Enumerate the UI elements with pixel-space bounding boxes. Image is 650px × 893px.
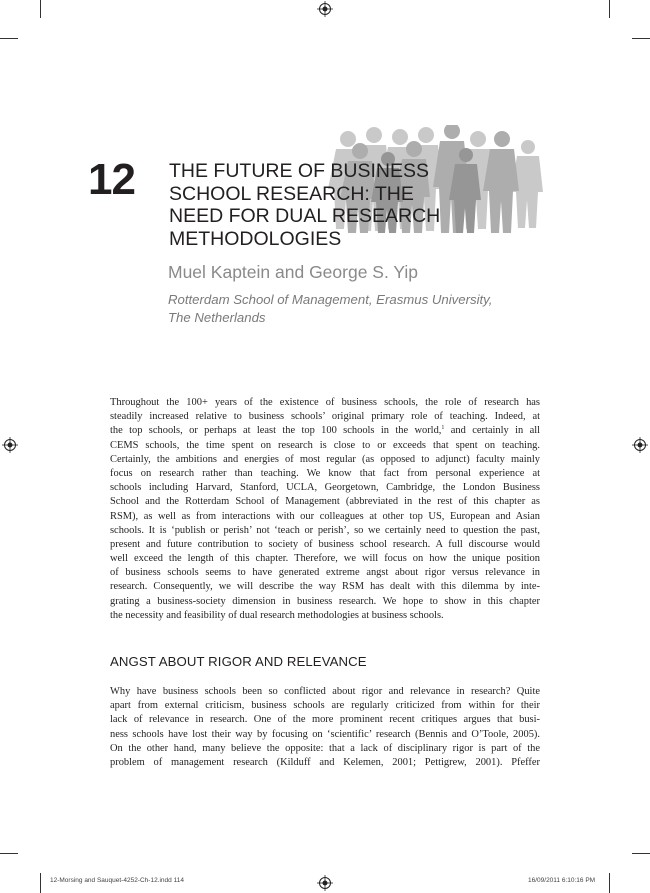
text-line: of business schools seems to have generated extreme angst about rigor versus relevance in xyxy=(110,567,540,579)
footnote-mark: 1 xyxy=(441,425,445,432)
text-line: the necessity and feasibility of dual research methodologies at business schools. xyxy=(110,609,444,621)
text-line: Throughout the 100+ years of the existence of business schools, the role of research has xyxy=(110,397,540,408)
text-line: research. Consequently, we will describe the way RSM has dealt with this dilemma by inte- xyxy=(110,581,540,593)
registration-mark-icon xyxy=(632,437,648,453)
text-line: schools. It is ‘publish or perish’ not ‘teach or perish’, so we certainly need to question the past, xyxy=(110,524,540,536)
text-line: apart from external criticism, business schools are regularly criticized from within for their xyxy=(110,700,540,712)
crop-mark xyxy=(0,853,18,854)
chapter-authors: Muel Kaptein and George S. Yip xyxy=(168,262,419,282)
text-line: schools including Harvard, Stanford, UCLA, Georgetown, Cambridge, the London Business xyxy=(110,482,540,494)
chapter-number: 12 xyxy=(88,155,135,204)
text-line: grating a business-society dimension in business research. We hope to show in this chapter xyxy=(110,595,540,607)
chapter-title-line: THE FUTURE OF BUSINESS xyxy=(169,160,430,182)
text-line: well exceed the length of this chapter. Therefore, we will focus on how the unique position xyxy=(110,553,540,565)
crop-mark xyxy=(632,38,650,39)
text-line: Why have business schools been so conflicted about rigor and relevance in research? Quite xyxy=(110,686,540,697)
registration-mark-icon xyxy=(317,875,333,891)
text-line: focus on research rather than teaching. We know that fact from personal experience at xyxy=(110,467,540,479)
text-line xyxy=(110,424,540,438)
section-heading: ANGST ABOUT RIGOR AND RELEVANCE xyxy=(110,654,367,669)
text-line: problem of management research (Kilduff and Kelemen, 2001; Pettigrew, 2001). Pfeffer xyxy=(110,756,540,768)
chapter-title-line: METHODOLOGIES xyxy=(169,227,342,250)
crop-mark xyxy=(40,0,41,18)
text-line: present and future contribution to society of business school research. A full discourse would xyxy=(110,538,540,550)
registration-mark-icon xyxy=(2,437,18,453)
text-line: Certainly, the ambitions and energies of most regular (as opposed to adjunct) faculty mainly xyxy=(110,453,540,465)
text-line: CEMS schools, the time spent on research is close to or exceeds that spent on teaching. xyxy=(110,439,540,451)
footer-file-info: 12-Morsing and Sauquet-4252-Ch-12.indd 114 xyxy=(50,877,184,884)
author-affiliation xyxy=(168,291,492,326)
text-line: lack of relevance in research. One of the more prominent recent critiques argues that busi- xyxy=(110,714,540,726)
intro-paragraph xyxy=(110,396,540,623)
text-line: RSM), as well as from interactions with our colleagues at other top US, European and Asian xyxy=(110,510,540,522)
text-line: On the other hand, many believe the opposite: that a lack of disciplinary rigor is part of the xyxy=(110,742,540,754)
text-fragment: and certainly in all xyxy=(444,425,540,437)
text-fragment: the top schools, or perhaps at least the top 100 schools in the world, xyxy=(110,425,442,437)
crop-mark xyxy=(632,853,650,854)
chapter-title-line: SCHOOL RESEARCH: THE xyxy=(169,182,414,205)
crop-mark xyxy=(0,38,18,39)
footer-timestamp: 16/09/2011 6:10:16 PM xyxy=(528,877,596,884)
section-paragraph xyxy=(110,685,540,770)
affiliation-line: Rotterdam School of Management, Erasmus University, xyxy=(168,292,493,307)
text-line: steadily increased relative to business schools’ original primary role of teaching. Indeed, at xyxy=(110,411,540,423)
crop-mark xyxy=(609,873,610,893)
chapter-title-line: NEED FOR DUAL RESEARCH xyxy=(169,205,441,227)
text-line: ness schools have lost their way by focusing on ‘scientific’ research (Bennis and O’Toole, 2005). xyxy=(110,728,540,740)
text-line: School and the Rotterdam School of Management (abbreviated in the rest of this chapter as xyxy=(110,496,540,508)
crop-mark xyxy=(40,873,41,893)
affiliation-line: The Netherlands xyxy=(168,309,266,325)
crop-mark xyxy=(609,0,610,18)
registration-mark-icon xyxy=(317,1,333,17)
chapter-title xyxy=(169,160,440,250)
